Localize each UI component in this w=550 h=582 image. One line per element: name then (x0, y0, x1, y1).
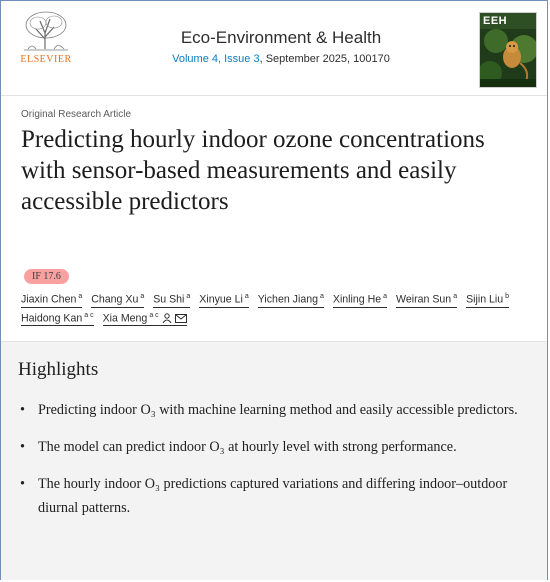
highlights-panel (1, 341, 547, 580)
author-link[interactable] (199, 290, 249, 308)
journal-title[interactable]: Eco-Environment & Health (180, 28, 382, 47)
journal-header (1, 1, 547, 96)
highlight-text: The model can predict indoor O₃ at hourly level with strong performance. (38, 439, 457, 455)
author-link-corresponding[interactable] (103, 309, 187, 327)
bullet-icon: • (20, 439, 25, 455)
highlights-heading: Highlights (18, 359, 99, 380)
person-icon (162, 313, 172, 323)
author-affiliation: a (320, 293, 324, 300)
journal-meta-rest: , September 2025, 100170 (259, 53, 390, 65)
author-link[interactable] (153, 290, 190, 308)
article-type: Original Research Article (21, 109, 132, 120)
author-link[interactable] (466, 290, 509, 308)
author-link[interactable] (21, 290, 82, 308)
author-name: Haidong Kan (21, 312, 83, 325)
author-link[interactable] (258, 290, 324, 308)
mail-icon[interactable] (175, 314, 187, 323)
bullet-icon: • (20, 402, 25, 418)
volume-issue-link[interactable]: Volume 4, Issue 3 (172, 53, 260, 65)
author-affiliation: a (244, 293, 249, 300)
author-affiliation: b (505, 293, 510, 300)
author-name: Sijin Liu (466, 293, 504, 306)
impact-factor-badge: IF 17.6 (24, 269, 69, 284)
publisher-name: ELSEVIER (20, 54, 72, 65)
highlights-list (18, 398, 518, 533)
journal-meta (111, 53, 451, 65)
author-name: Xinling He (332, 293, 382, 306)
highlight-item (18, 398, 518, 422)
highlight-item (18, 472, 518, 520)
author-affiliation: a (186, 293, 191, 300)
bullet-icon: • (20, 476, 25, 492)
cover-title: EEH (483, 15, 508, 27)
highlight-item (18, 435, 518, 459)
author-link[interactable] (333, 290, 387, 308)
author-name: Su Shi (153, 293, 185, 306)
author-name: Weiran Sun (396, 293, 452, 306)
author-name: Xia Meng (102, 312, 148, 325)
author-affiliation: a (383, 293, 388, 300)
elsevier-tree-logo[interactable] (18, 9, 74, 75)
author-affiliation: a c (84, 311, 94, 319)
author-name: Jiaxin Chen (21, 293, 77, 306)
author-list (21, 290, 531, 327)
author-affiliation: a (453, 293, 458, 300)
author-link[interactable] (91, 290, 144, 308)
author-link[interactable] (396, 290, 457, 308)
highlight-text: Predicting indoor O₃ with machine learning method and easily accessible predictors. (38, 402, 518, 418)
author-name: Yichen Jiang (257, 293, 319, 306)
author-affiliation: a (140, 293, 145, 300)
author-affiliation: a (78, 293, 83, 300)
author-affiliation: a c (149, 311, 159, 319)
article-title: Predicting hourly indoor ozone concentrations with sensor-based measurements and easily accessible predictors (21, 126, 485, 215)
highlight-text: The hourly indoor O₃ predictions captured variations and differing indoor–outdoor diurnal patterns. (38, 476, 508, 516)
author-link[interactable] (21, 309, 94, 327)
journal-cover[interactable] (479, 12, 537, 88)
author-name: Chang Xu (91, 293, 139, 306)
author-name: Xinyue Li (199, 293, 243, 306)
